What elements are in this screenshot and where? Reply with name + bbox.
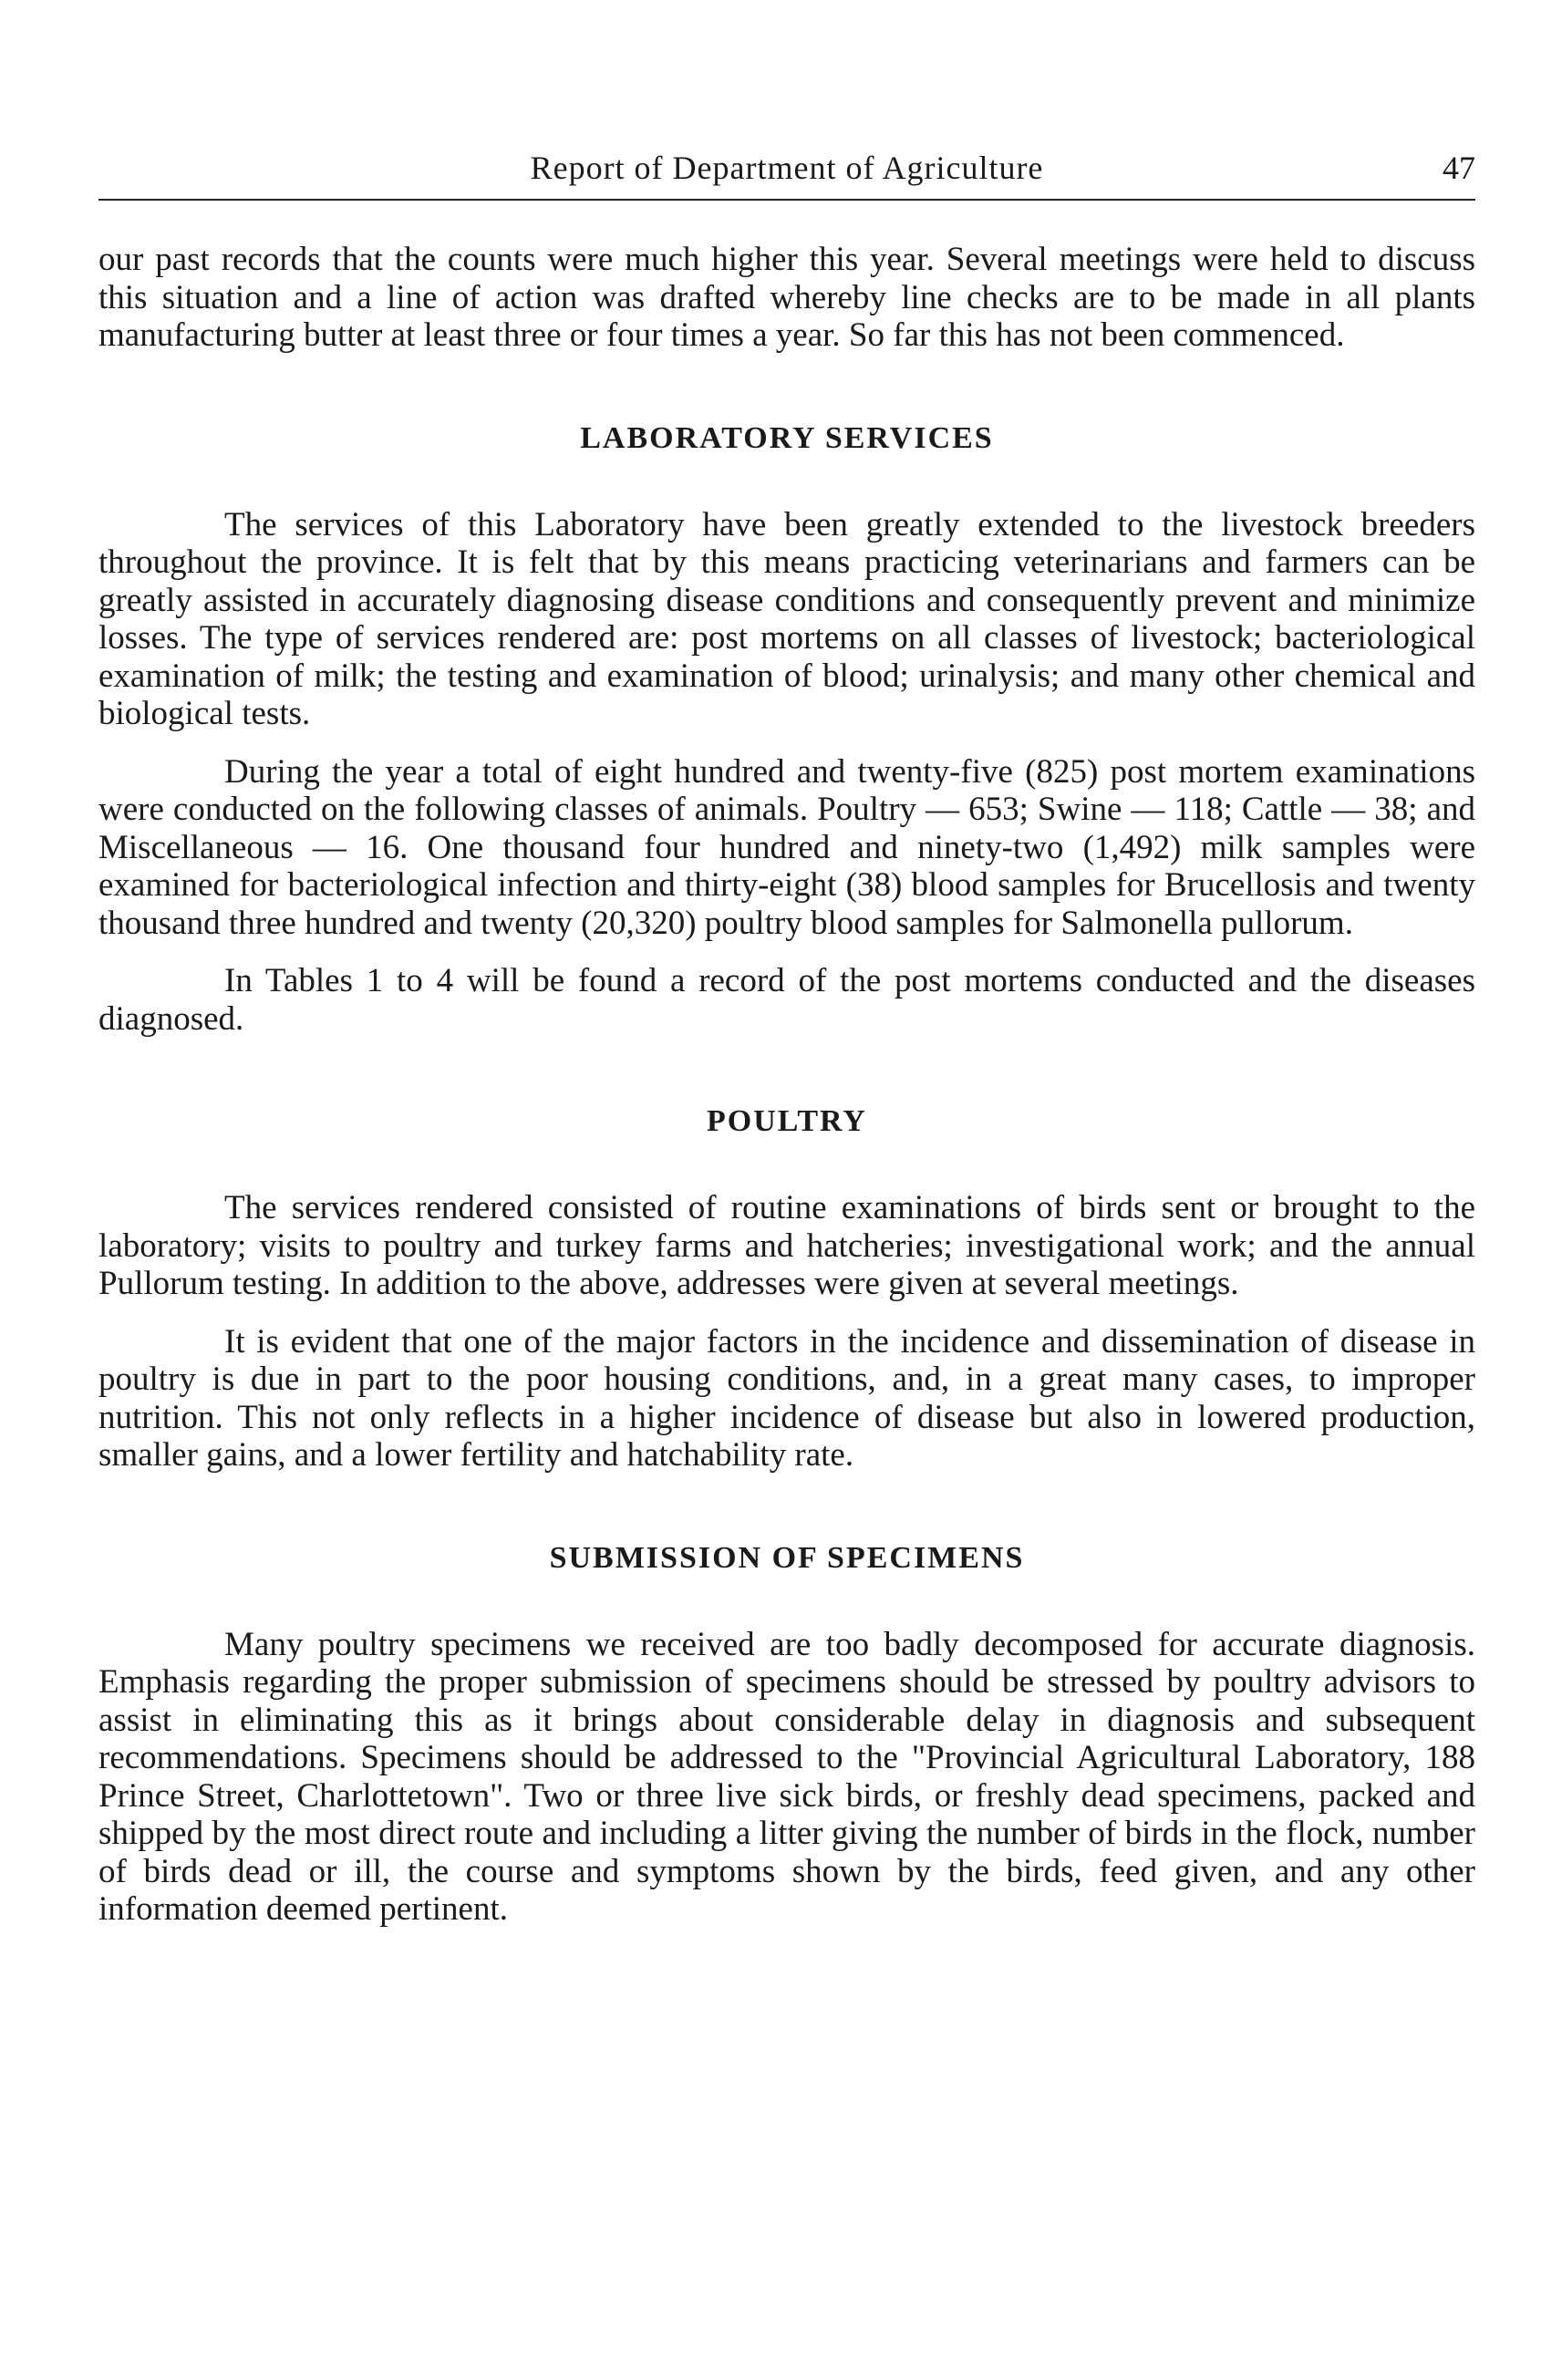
paragraph-laboratory-services-3: In Tables 1 to 4 will be found a record of the post mortems conducted and the diseases diagnosed.: [98, 962, 1475, 1038]
running-header: [98, 146, 1475, 201]
intro-paragraph: our past records that the counts were much higher this year. Several meetings were held to discuss this situation and a line of action was drafted whereby line checks are to be made in all plants manufacturing butter at least three or four times a year. So far this has not been commenced.: [98, 241, 1475, 354]
body-text: [98, 241, 1475, 1929]
page-number: 47: [1443, 150, 1475, 186]
section-heading-laboratory-services: LABORATORY SERVICES: [580, 420, 994, 455]
running-title: Report of Department of Agriculture: [530, 150, 1044, 186]
paragraph-poultry-1: The services rendered consisted of routine examinations of birds sent or brought to the laboratory; visits to poultry and turkey farms and hatcheries; investigational work; and the annual Pullorum testing. In addition to the above, addresses were given at several meetings.: [98, 1189, 1475, 1302]
paragraph-submission-of-specimens-1: Many poultry specimens we received are too badly decomposed for accurate diagnosis. Emphasis regarding the proper submission of specimens should be stressed by poultry advisors to assist in eliminating this as it brings about considerable delay in diagnosis and subsequent recommendations. Specimens should be addressed to the "Provincial Agricultural Laboratory, 188 Prince Street, Charlottetown". Two or three live sick birds, or freshly dead specimens, packed and shipped by the most direct route and including a litter giving the number of birds in the flock, number of birds dead or ill, the course and symptoms shown by the birds, feed given, and any other information deemed pertinent.: [98, 1625, 1475, 1928]
paragraph-laboratory-services-1: The services of this Laboratory have been greatly extended to the livestock breeders throughout the province. It is felt that by this means practicing veterinarians and farmers can be greatly assisted in accurately diagnosing disease conditions and consequently prevent and minimize losses. The type of services rendered are: post mortems on all classes of livestock; bacteriological examination of milk; the testing and examination of blood; urinalysis; and many other chemical and biological tests.: [98, 505, 1475, 732]
paragraph-poultry-2: It is evident that one of the major factors in the incidence and dissemination of disease in poultry is due in part to the poor housing conditions, and, in a great many cases, to improper nutrition. This not only reflects in a higher incidence of disease but also in lowered production, smaller gains, and a lower fertility and hatchability rate.: [98, 1322, 1475, 1474]
section-heading-submission-of-specimens: SUBMISSION OF SPECIMENS: [549, 1540, 1025, 1575]
paragraph-laboratory-services-2: During the year a total of eight hundred and twenty-five (825) post mortem examinations were conducted on the following classes of animals. Poultry — 653; Swine — 118; Cattle — 38; and Miscellaneous — 16. One thousand four hundred and ninety-two (1,492) milk samples were examined for bacteriological infection and thirty-eight (38) blood samples for Brucellosis and twenty thousand three hundred and twenty (20,320) poultry blood samples for Salmonella pullorum.: [98, 752, 1475, 942]
section-heading-poultry: POULTRY: [707, 1104, 867, 1138]
